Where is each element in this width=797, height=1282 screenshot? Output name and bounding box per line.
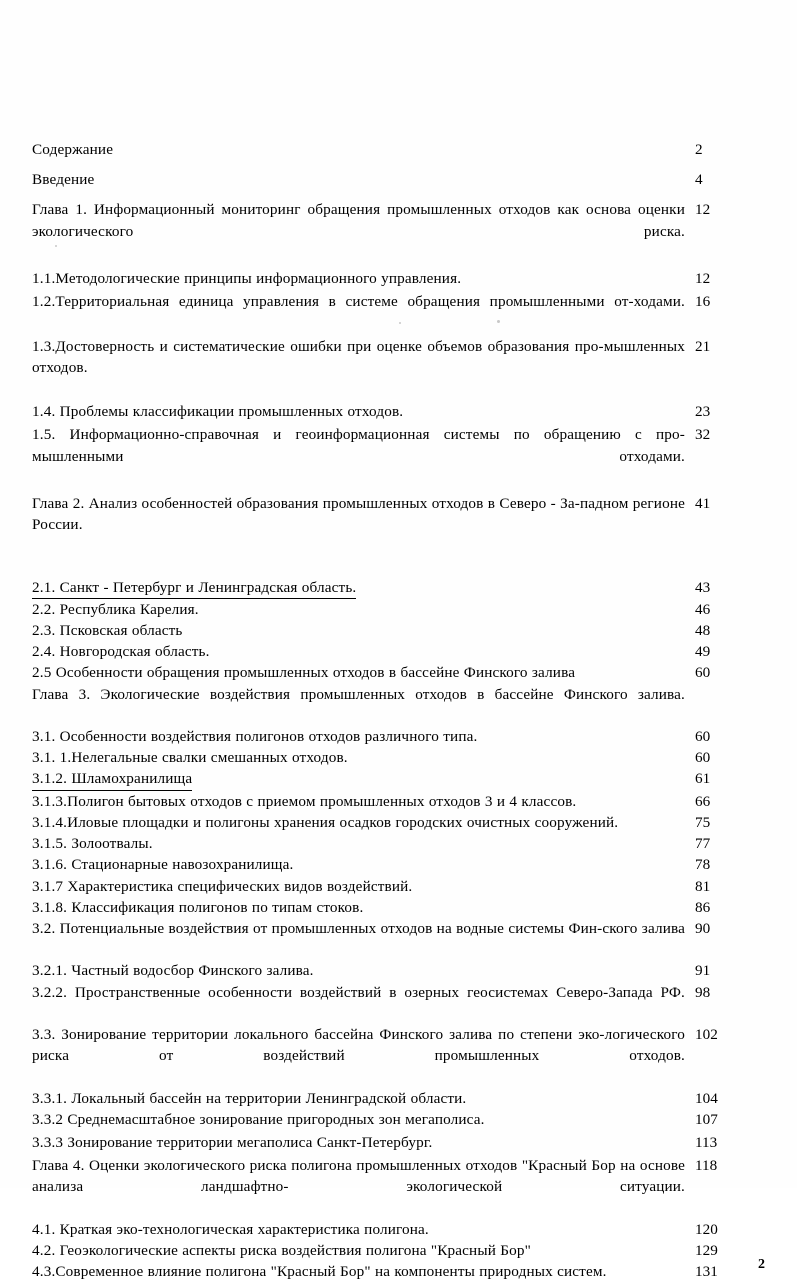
toc-entry-title: Глава 4. Оценки экологического риска полигона промышленных отходов "Красный Бор на основе анализа ландшафтно- экологической ситуации. (32, 1157, 685, 1196)
toc-entry-3-2-2[interactable] (32, 982, 765, 1024)
toc-entry-page: 129 (695, 1241, 718, 1259)
page-folio-number: 2 (758, 1257, 765, 1272)
toc-entry-page: 75 (695, 813, 711, 831)
toc-entry-chapter-1[interactable] (32, 199, 765, 263)
toc-entry-page: 12 (695, 201, 711, 219)
toc-entry-title: 3.1. 1.Нелегальные свалки смешанных отходов. (32, 749, 348, 767)
toc-entry-title: 3.2.2. Пространственные особенности воздействий в озерных геосистемах Северо-Запада РФ. (32, 983, 685, 1001)
toc-entry-title: Глава 2. Анализ особенностей образования промышленных отходов в Северо - За-падном регионе России. (32, 495, 685, 534)
toc-entry-title: 3.1.6. Стационарные навозохранилища. (32, 856, 294, 874)
toc-entry-2-4[interactable] (32, 641, 765, 662)
toc-entry-1-3[interactable] (32, 336, 765, 400)
toc-entry-title: 2.3. Псковская область (32, 622, 183, 640)
toc-entry-title: 1.1.Методологические принципы информационного управления. (32, 270, 462, 288)
toc-entry-page: 21 (695, 337, 711, 355)
toc-entry-chapter-4[interactable] (32, 1155, 765, 1219)
toc-entry-title: 1.3.Достоверность и систематические ошибки при оценке объемов образования про-мышленных отходов. (32, 337, 685, 376)
toc-entry-title: 3.1.2. Шламохранилища (32, 768, 192, 790)
toc-entry-title: Содержание (32, 141, 114, 158)
toc-entry-page: 118 (695, 1157, 718, 1175)
toc-entry-1-1[interactable] (32, 268, 765, 289)
toc-entry-page: 78 (695, 856, 711, 874)
toc-entry-title: 4.1. Краткая эко-технологическая характеристика полигона. (32, 1220, 429, 1238)
toc-entry-title: 1.5. Информационно-справочная и геоинформационная системы по обращению с про-мышленными отходами. (32, 426, 685, 465)
toc-entry-1-4[interactable] (32, 401, 765, 422)
toc-entry-page: 61 (695, 770, 711, 788)
toc-entry-title: 3.3.1. Локальный бассейн на территории Ленинградской области. (32, 1089, 467, 1107)
toc-entry-title: 3.1.7 Характеристика специфических видов воздействий. (32, 877, 413, 895)
toc-entry-4-1[interactable] (32, 1219, 765, 1240)
toc-entry-page: 43 (695, 578, 711, 596)
table-of-contents (32, 139, 765, 1282)
toc-entry-3-1-2[interactable] (32, 768, 765, 790)
toc-entry-title: 3.3.3 Зонирование территории мегаполиса Санкт-Петербург. (32, 1133, 433, 1151)
toc-entry-page: 102 (695, 1025, 718, 1043)
toc-entry-page: 120 (695, 1220, 718, 1238)
toc-entry-page: 91 (695, 962, 711, 980)
toc-entry-page: 2 (695, 141, 703, 158)
toc-entry-title: 3.2.1. Частный водосбор Финского залива. (32, 962, 314, 980)
toc-entry-page: 41 (695, 495, 711, 513)
toc-entry-title: 1.4. Проблемы классификации промышленных отходов. (32, 403, 404, 421)
toc-entry-page: 98 (695, 983, 711, 1001)
toc-entry-3-2[interactable] (32, 918, 765, 960)
toc-entry-3-1-4[interactable] (32, 812, 765, 833)
toc-entry-title: Введение (32, 171, 95, 189)
toc-entry-title: 4.3.Современное влияние полигона "Красный Бор" на компоненты природных систем. (32, 1263, 607, 1281)
toc-entry-page: 49 (695, 643, 711, 661)
toc-entry-title: 1.2.Территориальная единица управления в системе обращения промышленными от-ходами. (32, 293, 685, 311)
toc-entry-title: 2.5 Особенности обращения промышленных отходов в бассейне Финского залива (32, 664, 576, 682)
toc-entry-3-1-8[interactable] (32, 897, 765, 918)
toc-entry-title: 3.1.3.Полигон бытовых отходов с приемом промышленных отходов 3 и 4 классов. (32, 792, 577, 810)
toc-entry-page: 32 (695, 426, 711, 444)
toc-entry-page: 104 (695, 1089, 718, 1107)
toc-entry-page: 66 (695, 792, 711, 810)
toc-entry-page: 60 (695, 728, 711, 746)
toc-entry-page: 86 (695, 898, 711, 916)
toc-entry-page: 131 (695, 1263, 718, 1281)
toc-entry-3-1-7[interactable] (32, 876, 765, 897)
toc-entry-chapter-3[interactable] (32, 684, 765, 726)
toc-entry-title: Глава 1. Информационный мониторинг обращения промышленных отходов как основа оценки экологического риска. (32, 201, 685, 240)
toc-entry-page: 12 (695, 270, 711, 288)
toc-entry-3-2-1[interactable] (32, 960, 765, 981)
toc-entry-title: 3.1.4.Иловые площадки и полигоны хранения осадков городских очистных сооружений. (32, 813, 619, 831)
toc-entry-page: 46 (695, 600, 711, 618)
toc-entry-title: 3.3. Зонирование территории локального бассейна Финского залива по степени эко-логического риска от воздействий промышленных отходов. (32, 1025, 685, 1065)
toc-entry-title: 2.4. Новгородская область. (32, 643, 210, 661)
toc-entry-1-5[interactable] (32, 424, 765, 488)
toc-entry-title: 2.2. Республика Карелия. (32, 600, 199, 618)
toc-entry-page: 113 (695, 1133, 718, 1151)
toc-entry-title: 3.1.5. Золоотвалы. (32, 835, 153, 853)
toc-entry-title: 3.2. Потенциальные воздействия от промышленных отходов на водные системы Фин-ского залива (32, 919, 685, 937)
toc-entry-page: 90 (695, 919, 711, 937)
toc-entry-3-1-5[interactable] (32, 833, 765, 854)
toc-entry-3-3-1[interactable] (32, 1088, 765, 1109)
toc-entry-3-1-6[interactable] (32, 854, 765, 875)
toc-entry-3-1-1[interactable] (32, 747, 765, 768)
toc-entry-page: 4 (695, 171, 703, 189)
toc-entry-page: 60 (695, 664, 711, 682)
toc-entry-title: Глава 3. Экологические воздействия промышленных отходов в бассейне Финского залива. (32, 685, 685, 703)
toc-entry-page: 60 (695, 749, 711, 767)
toc-entry-3-3-3[interactable] (32, 1132, 765, 1153)
toc-entry-page: 107 (695, 1110, 718, 1128)
toc-entry-3-3-2[interactable] (32, 1109, 765, 1130)
toc-entry-page: 16 (695, 293, 711, 311)
toc-entry-page: 81 (695, 877, 711, 895)
toc-entry-2-1[interactable] (32, 577, 765, 599)
toc-entry-2-2[interactable] (32, 599, 765, 620)
toc-entry-title: 3.1. Особенности воздействия полигонов отходов различного типа. (32, 728, 478, 746)
toc-entry-title: 3.3.2 Среднемасштабное зонирование пригородных зон мегаполиса. (32, 1110, 485, 1128)
toc-entry-chapter-2[interactable] (32, 493, 765, 557)
toc-entry-1-2[interactable] (32, 291, 765, 333)
toc-entry-contents[interactable] (32, 139, 765, 160)
toc-entry-intro[interactable] (32, 169, 765, 190)
toc-entry-2-5[interactable] (32, 662, 765, 683)
toc-entry-3-1[interactable] (32, 726, 765, 747)
toc-entry-page: 48 (695, 622, 711, 640)
toc-entry-title: 4.2. Геоэкологические аспекты риска воздействия полигона "Красный Бор" (32, 1241, 531, 1259)
toc-entry-page: 23 (695, 403, 711, 421)
toc-entry-3-3[interactable] (32, 1024, 765, 1088)
toc-entry-3-1-3[interactable] (32, 791, 765, 812)
toc-entry-page: 77 (695, 835, 711, 853)
toc-entry-title: 3.1.8. Классификация полигонов по типам стоков. (32, 898, 364, 916)
toc-entry-title: 2.1. Санкт - Петербург и Ленинградская область. (32, 577, 356, 599)
toc-entry-2-3[interactable] (32, 620, 765, 641)
